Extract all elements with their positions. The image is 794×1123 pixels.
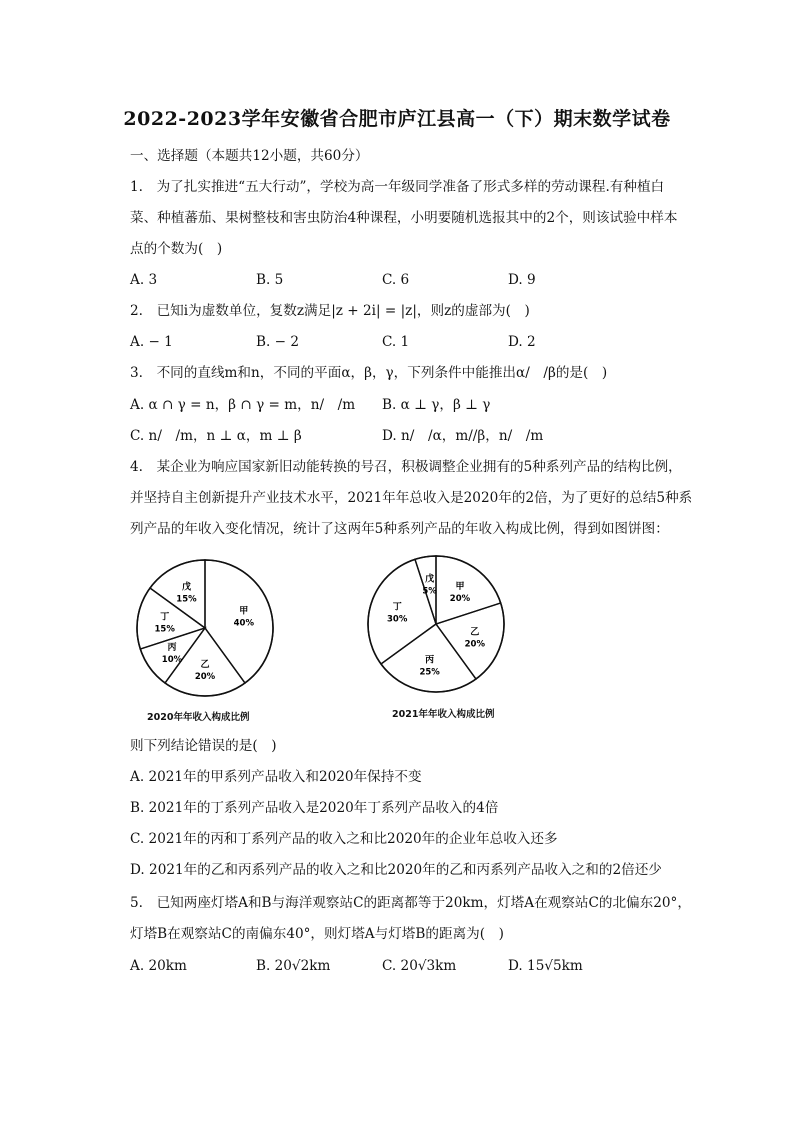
pie-2021-value-label-2: 25% bbox=[419, 667, 440, 678]
pie-chart-2020 bbox=[120, 548, 290, 712]
question-2-option-a[interactable]: A. − 1 bbox=[130, 334, 173, 350]
question-4-line-1: 4. 某企业为响应国家新旧动能转换的号召，积极调整企业拥有的5种系列产品的结构比例， bbox=[130, 459, 682, 475]
question-1-option-a[interactable]: A. 3 bbox=[130, 272, 158, 288]
pie-chart-2021-title: 2021年年收入构成比例 bbox=[392, 709, 495, 720]
pie-2020-category-label-0: 甲 bbox=[239, 606, 249, 617]
question-1-line-3: 点的个数为( ) bbox=[130, 241, 223, 257]
question-1-line-1: 1. 为了扎实推进“五大行动”，学校为高一年级同学准备了形式多样的劳动课程.有种植白 bbox=[130, 179, 665, 195]
pie-2020-value-label-0: 40% bbox=[233, 618, 254, 629]
pie-2021-value-label-1: 20% bbox=[464, 639, 485, 650]
pie-2020-category-label-3: 丁 bbox=[160, 612, 170, 623]
pie-2021-value-label-4: 5% bbox=[422, 586, 437, 597]
pie-2020-value-label-2: 10% bbox=[161, 654, 183, 665]
question-4-line-2: 并坚持自主创新提升产业技术水平，2021年年总收入是2020年的2倍，为了更好的总结5种系 bbox=[130, 490, 693, 506]
question-4-line-3: 列产品的年收入变化情况，统计了这两年5种系列产品的年收入构成比例，得到如图饼图： bbox=[130, 521, 669, 537]
section-heading: 一、选择题（本题共12小题，共60分） bbox=[130, 148, 369, 164]
pie-2020-value-label-4: 15% bbox=[176, 594, 197, 605]
question-5-option-c[interactable]: C. 20√3km bbox=[382, 958, 457, 974]
pie-chart-2020-svg bbox=[120, 548, 290, 708]
question-4-option-c[interactable]: C. 2021年的丙和丁系列产品的收入之和比2020年的企业年总收入还多 bbox=[130, 831, 558, 847]
question-4-option-b[interactable]: B. 2021年的丁系列产品收入是2020年丁系列产品收入的4倍 bbox=[130, 800, 499, 816]
question-2-line-1: 2. 已知i为虚数单位，复数z满足|z + 2i| = |z|，则z的虚部为( ) bbox=[130, 303, 530, 319]
pie-2020-category-label-4: 戊 bbox=[181, 582, 191, 593]
question-1-option-b[interactable]: B. 5 bbox=[256, 272, 284, 288]
pie-2021-category-label-0: 甲 bbox=[455, 581, 465, 592]
pie-2020-value-label-1: 20% bbox=[194, 671, 216, 682]
pie-chart-2021-svg bbox=[352, 548, 522, 708]
question-3-option-b[interactable]: B. α ⊥ γ，β ⊥ γ bbox=[382, 397, 491, 413]
question-3-line-1: 3. 不同的直线m和n，不同的平面α，β，γ，下列条件中能推出α/ /β的是( ) bbox=[130, 365, 608, 381]
question-4-prompt: 则下列结论错误的是( ) bbox=[130, 738, 277, 754]
question-3-option-c[interactable]: C. n/ /m，n ⊥ α，m ⊥ β bbox=[130, 428, 302, 444]
pie-2021-value-label-3: 30% bbox=[387, 614, 408, 625]
pie-2021-value-label-0: 20% bbox=[449, 593, 471, 604]
question-3-option-a[interactable]: A. α ∩ γ = n，β ∩ γ = m，n/ /m bbox=[130, 397, 356, 413]
pie-2021-category-label-4: 戊 bbox=[425, 574, 435, 585]
question-5-option-b[interactable]: B. 20√2km bbox=[256, 958, 331, 974]
question-1-option-c[interactable]: C. 6 bbox=[382, 272, 410, 288]
question-1-option-d[interactable]: D. 9 bbox=[508, 272, 536, 288]
question-5-line-1: 5. 已知两座灯塔A和B与海洋观察站C的距离都等于20km，灯塔A在观察站C的北偏东20°， bbox=[130, 895, 691, 911]
pie-2021-category-label-2: 丙 bbox=[425, 655, 435, 666]
pie-2021-category-label-3: 丁 bbox=[392, 602, 402, 613]
question-2-option-b[interactable]: B. − 2 bbox=[256, 334, 299, 350]
page-title: 2022-2023学年安徽省合肥市庐江县高一（下）期末数学试卷 bbox=[123, 108, 671, 130]
question-2-option-d[interactable]: D. 2 bbox=[508, 334, 536, 350]
pie-2020-value-label-3: 15% bbox=[154, 624, 175, 635]
pie-2021-category-label-1: 乙 bbox=[470, 627, 480, 638]
pie-2020-category-label-2: 丙 bbox=[167, 642, 177, 653]
question-1-line-2: 菜、种植蕃茄、果树整枝和害虫防治4种课程，小明要随机选报其中的2个，则该试验中样本 bbox=[130, 210, 678, 226]
question-5-option-a[interactable]: A. 20km bbox=[130, 958, 187, 974]
question-3-option-d[interactable]: D. n/ /α，m//β，n/ /m bbox=[382, 428, 544, 444]
pie-chart-2020-title: 2020年年收入构成比例 bbox=[147, 712, 250, 723]
question-5-option-d[interactable]: D. 15√5km bbox=[508, 958, 583, 974]
pie-chart-2021 bbox=[352, 548, 522, 712]
question-5-line-2: 灯塔B在观察站C的南偏东40°，则灯塔A与灯塔B的距离为( ) bbox=[130, 926, 504, 942]
question-2-option-c[interactable]: C. 1 bbox=[382, 334, 410, 350]
question-4-option-d[interactable]: D. 2021年的乙和丙系列产品的收入之和比2020年的乙和丙系列产品收入之和的2倍还少 bbox=[130, 862, 662, 878]
pie-2020-category-label-1: 乙 bbox=[200, 659, 210, 670]
question-4-option-a[interactable]: A. 2021年的甲系列产品收入和2020年保持不变 bbox=[130, 769, 422, 785]
